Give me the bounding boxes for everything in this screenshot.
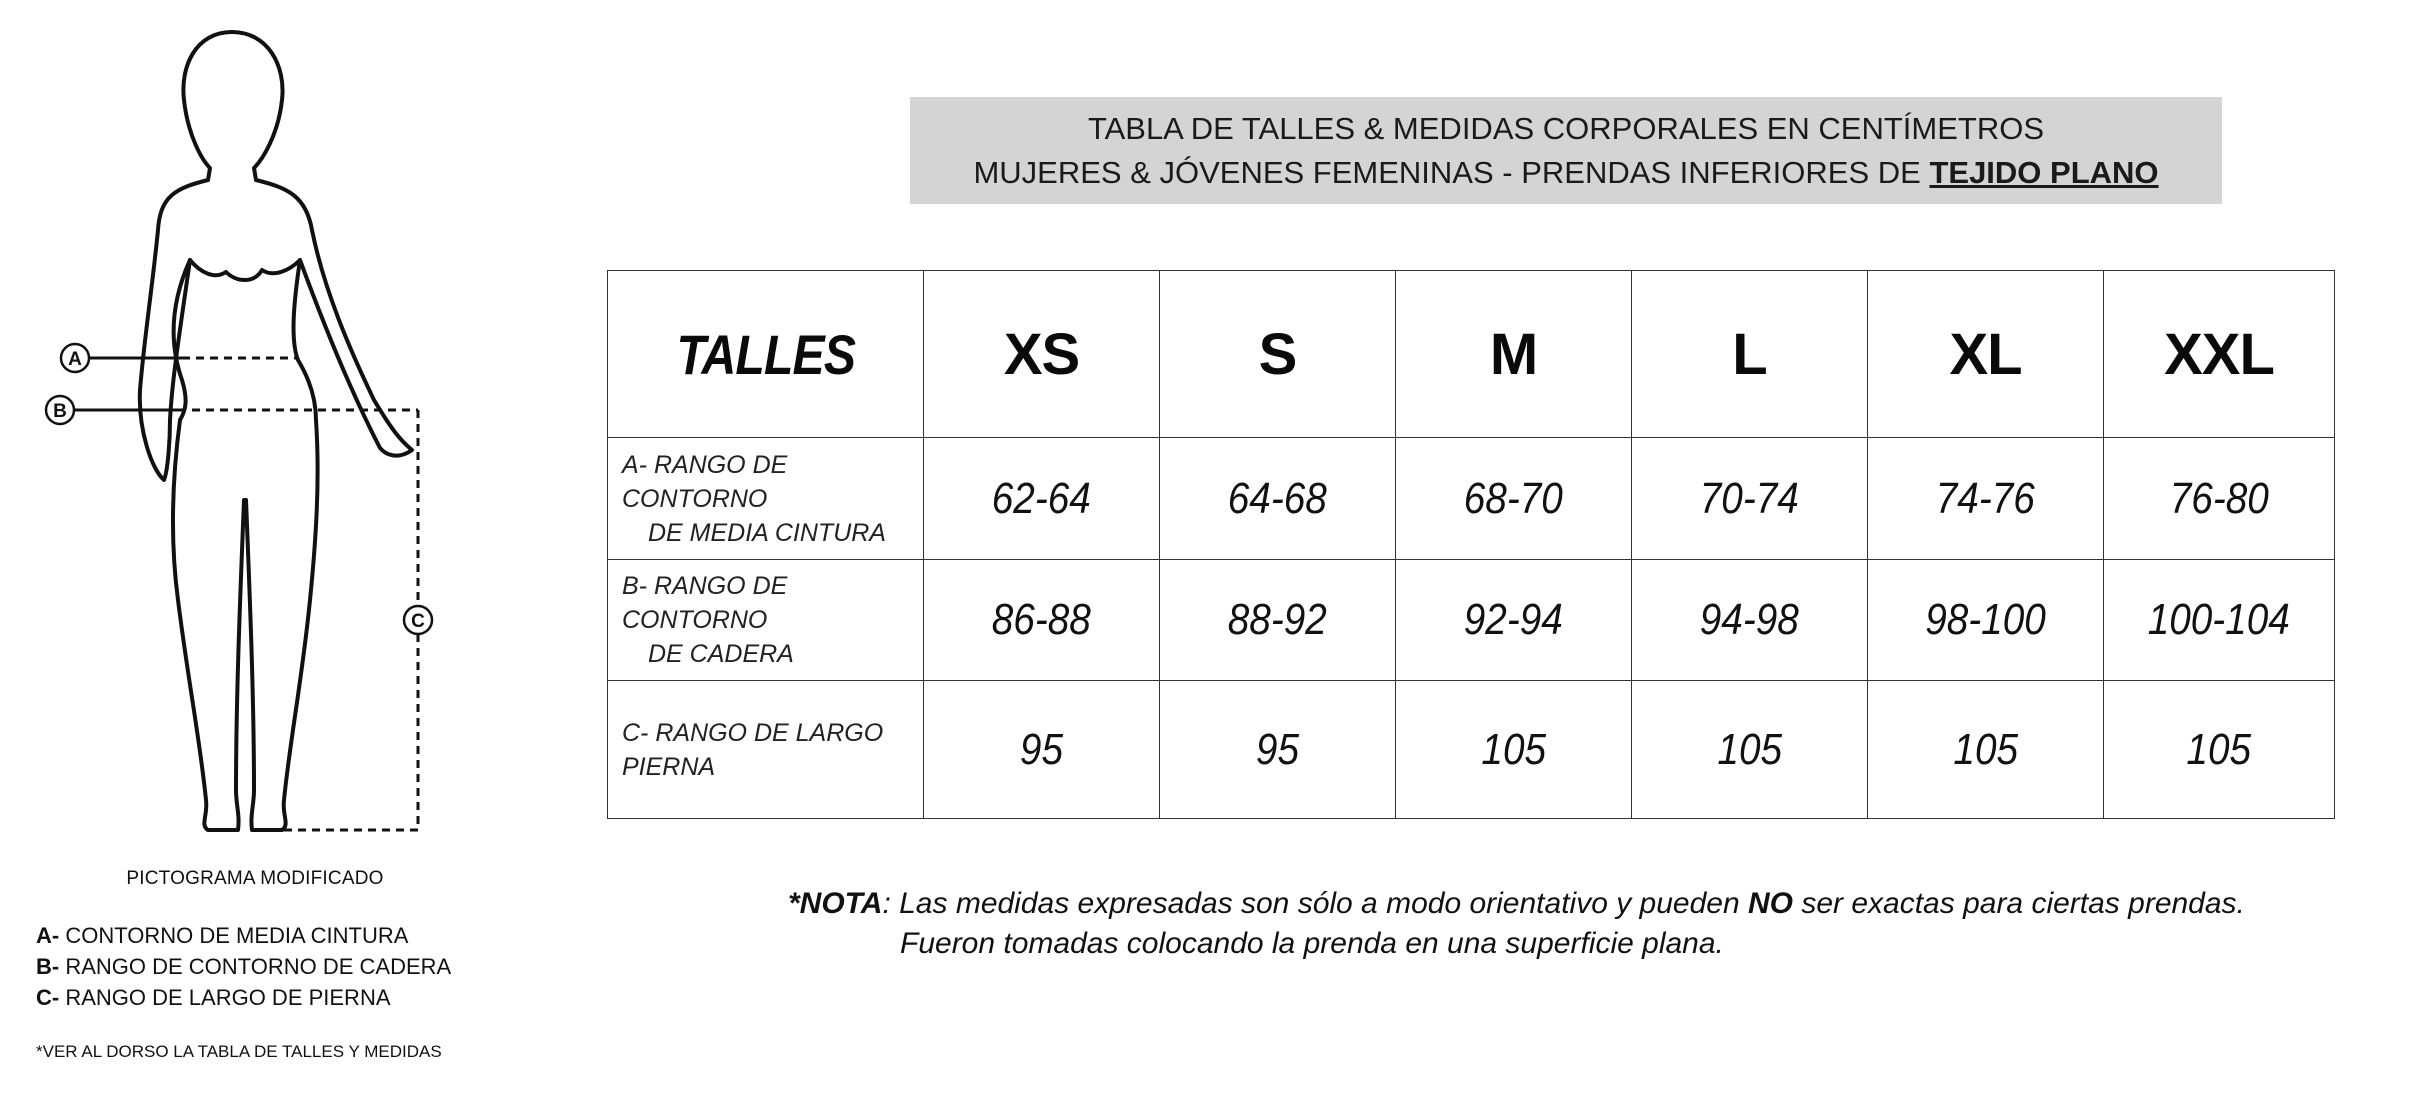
table-cell: 74-76	[1868, 438, 2104, 560]
header-size: XL	[1868, 271, 2104, 438]
table-cell: 95	[924, 681, 1160, 819]
figure-right-arm	[256, 180, 412, 456]
table-row	[608, 560, 2335, 681]
table-cell: 88-92	[1160, 560, 1396, 681]
table-cell: 62-64	[924, 438, 1160, 560]
header-row	[608, 271, 2335, 438]
table-cell: 70-74	[1632, 438, 1868, 560]
figure-left-leg	[173, 420, 244, 830]
table-cell: 68-70	[1396, 438, 1632, 560]
table-cell: 105	[1868, 681, 2104, 819]
header-size: M	[1396, 271, 1632, 438]
table-cell: 98-100	[1868, 560, 2104, 681]
marker-b-label: B	[53, 401, 67, 422]
row-label: A- RANGO DE CONTORNO DE MEDIA CINTURA	[608, 438, 924, 560]
header-size: S	[1160, 271, 1396, 438]
table-cell: 100-104	[2104, 560, 2335, 681]
table-row	[608, 681, 2335, 819]
figure-right-leg	[246, 420, 318, 830]
leg-measure-line	[284, 410, 418, 830]
legend-item-c: C- RANGO DE LARGO DE PIERNA	[36, 985, 391, 1010]
header-size: XXL	[2104, 271, 2335, 438]
legend-item-b: B- RANGO DE CONTORNO DE CADERA	[36, 954, 452, 979]
table-cell: 95	[1160, 681, 1396, 819]
row-label: B- RANGO DE CONTORNO DE CADERA	[608, 560, 924, 681]
figure-head	[183, 32, 232, 180]
title-line-1: TABLA DE TALLES & MEDIDAS CORPORALES EN CENTÍMETROS	[1087, 110, 2045, 146]
header-size: XS	[924, 271, 1160, 438]
table-cell: 105	[1632, 681, 1868, 819]
note-line-2: Fueron tomadas colocando la prenda en una superficie plana.	[900, 927, 1724, 960]
table-cell: 92-94	[1396, 560, 1632, 681]
table-cell: 76-80	[2104, 438, 2335, 560]
table-cell: 94-98	[1632, 560, 1868, 681]
title-emphasis: TEJIDO PLANO	[1929, 154, 2159, 190]
marker-a-label: A	[68, 349, 82, 370]
title-line-2: MUJERES & JÓVENES FEMENINAS - PRENDAS INFERIORES DE TEJIDO PLANO	[973, 154, 2159, 190]
legend-item-a: A- CONTORNO DE MEDIA CINTURA	[36, 923, 409, 948]
marker-c-label: C	[411, 611, 425, 632]
body-pictogram	[0, 0, 560, 900]
note	[788, 884, 2245, 964]
figure-caption: PICTOGRAMA MODIFICADO	[126, 868, 384, 889]
size-table	[607, 270, 2335, 819]
table-row	[608, 438, 2335, 560]
table-cell: 64-68	[1160, 438, 1396, 560]
back-note: *VER AL DORSO LA TABLA DE TALLES Y MEDIDAS	[36, 1042, 442, 1061]
note-line-1: *NOTA: Las medidas expresadas son sólo a modo orientativo y pueden NO ser exactas para ciertas prendas.	[788, 887, 2245, 920]
table-cell: 86-88	[924, 560, 1160, 681]
table-cell: 105	[1396, 681, 1632, 819]
legend	[36, 920, 451, 1013]
title-banner	[910, 97, 2222, 204]
row-label: C- RANGO DE LARGO PIERNA	[608, 681, 924, 819]
table-cell: 105	[2104, 681, 2335, 819]
header-size: L	[1632, 271, 1868, 438]
figure-right-torso	[294, 260, 316, 420]
header-talles: TALLES	[608, 271, 924, 438]
